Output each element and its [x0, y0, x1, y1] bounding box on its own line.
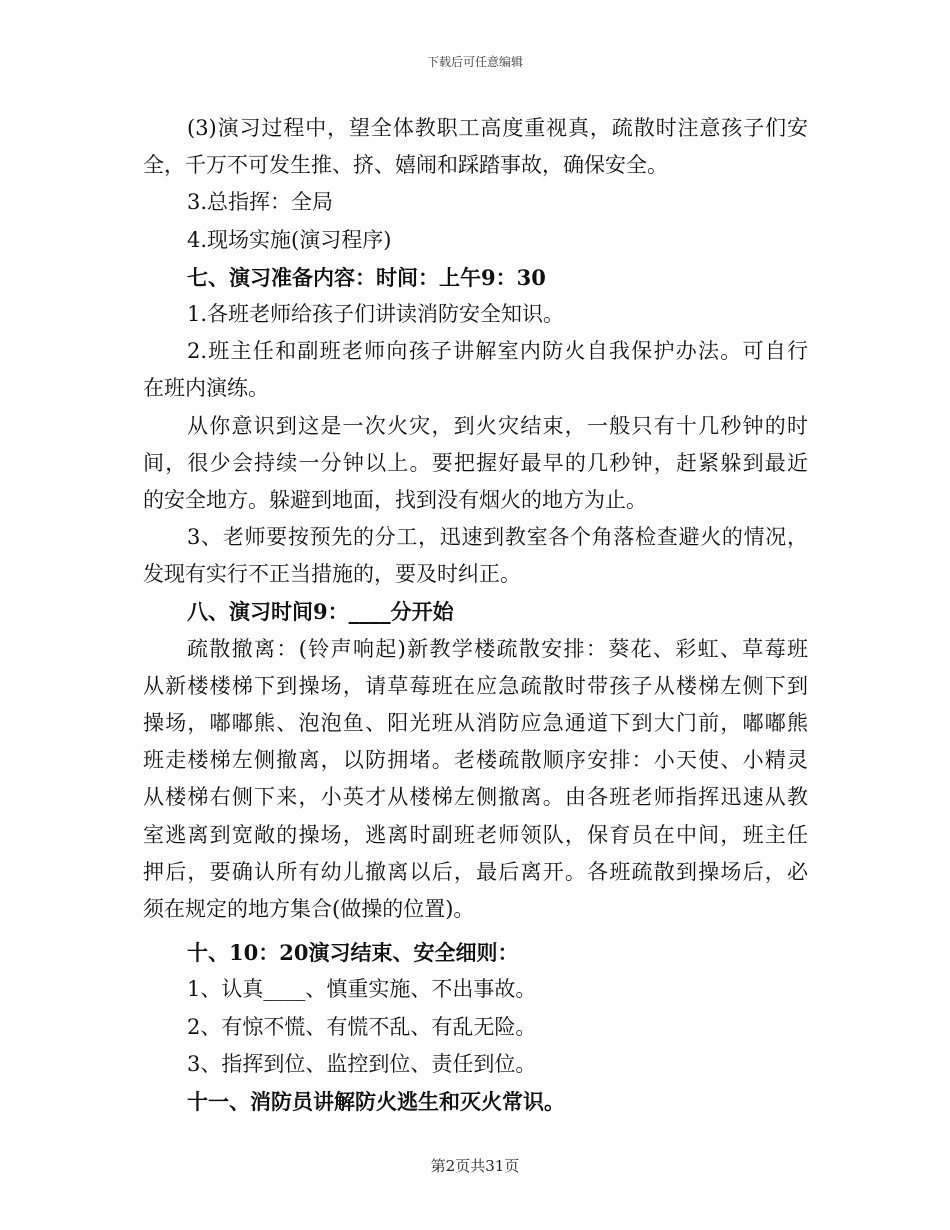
- section-heading: [143, 259, 808, 296]
- text-line: 2.班主任和副班老师向孩子讲解室内防火自我保护办法。可自行: [187, 339, 808, 364]
- text-line: 3、指挥到位、监控到位、责任到位。: [187, 1051, 537, 1076]
- text-line: 3.总指挥：全局: [187, 190, 334, 215]
- paragraph: [143, 110, 808, 184]
- paragraph: [143, 184, 808, 221]
- text-line: 全，千万不可发生推、挤、嬉闹和踩踏事故，确保安全。: [143, 153, 668, 178]
- heading-line: 七、演习准备内容：时间：上午9：30: [187, 264, 546, 290]
- section-heading: [143, 1083, 808, 1120]
- text-line: 室逃离到宽敞的操场，逃离时副班老师领队，保育员在中间，班主任: [143, 822, 808, 847]
- text-line: 的安全地方。躲避到地面，找到没有烟火的地方为止。: [143, 487, 647, 512]
- text-line: 疏散撤离：(铃声响起)新教学楼疏散安排：葵花、彩虹、草莓班: [187, 636, 808, 661]
- heading-line: 十、10：20演习结束、安全细则：: [187, 940, 519, 966]
- document-body: [143, 110, 808, 1120]
- section-heading: [143, 934, 808, 971]
- paragraph: [143, 519, 808, 593]
- paragraph: [143, 408, 808, 520]
- text-line: 从新楼楼梯下到操场，请草莓班在应急疏散时带孩子从楼梯左侧下到: [143, 673, 808, 698]
- text-line: 班走楼梯左侧撤离，以防拥堵。老楼疏散顺序安排：小天使、小精灵: [143, 748, 808, 773]
- text-line: 间，很少会持续一分钟以上。要把握好最早的几秒钟，赶紧躲到最近: [143, 450, 808, 475]
- text-line: 操场，嘟嘟熊、泡泡鱼、阳光班从消防应急通道下到大门前，嘟嘟熊: [143, 711, 808, 735]
- heading-line: 八、演习时间9：____分开始: [187, 599, 454, 625]
- text-line: 从你意识到这是一次火灾，到火灾结束，一般只有十几秒钟的时: [187, 413, 808, 438]
- paragraph: [143, 631, 808, 929]
- paragraph: [143, 971, 808, 1008]
- page-footer: 第2页共31页: [430, 1157, 520, 1175]
- paragraph: [143, 222, 808, 259]
- section-heading: [143, 593, 808, 630]
- heading-line: 十一、消防员讲解防火逃生和灭火常识。: [187, 1088, 565, 1114]
- text-line: 在班内演练。: [143, 376, 269, 401]
- text-line: 1.各班老师给孩子们讲读消防安全知识。: [187, 301, 565, 326]
- text-line: (3)演习过程中，望全体教职工高度重视真，疏散时注意孩子们安: [187, 116, 808, 140]
- text-line: 3、老师要按预先的分工，迅速到教室各个角落检查避火的情况，: [187, 525, 808, 550]
- paragraph: [143, 1009, 808, 1046]
- page-header: 下载后可任意编辑: [426, 55, 523, 69]
- text-line: 发现有实行不正当措施的，要及时纠正。: [143, 562, 521, 587]
- text-line: 2、有惊不慌、有慌不乱、有乱无险。: [187, 1014, 537, 1039]
- text-line: 从楼梯右侧下来，小英才从楼梯左侧撤离。由各班老师指挥迅速从教: [143, 785, 808, 810]
- text-line: 须在规定的地方集合(做操的位置)。: [143, 896, 475, 921]
- text-line: 4.现场实施(演习程序): [187, 227, 392, 252]
- paragraph: [143, 1046, 808, 1083]
- paragraph: [143, 333, 808, 407]
- text-line: 1、认真____、慎重实施、不出事故。: [187, 977, 537, 1002]
- paragraph: [143, 296, 808, 333]
- text-line: 押后，要确认所有幼儿撤离以后，最后离开。各班疏散到操场后，必: [143, 859, 808, 884]
